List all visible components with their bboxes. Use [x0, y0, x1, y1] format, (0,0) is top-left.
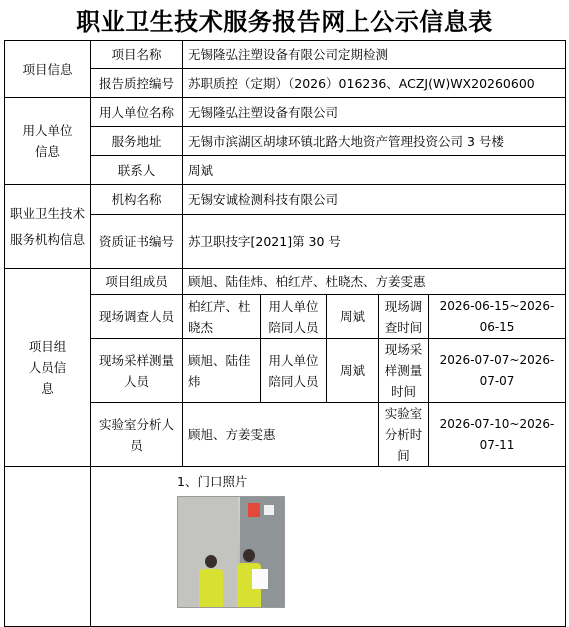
team: 顾旭、陆佳炜、柏红芹、杜晓杰、方姜雯惠 — [183, 269, 566, 295]
door-photo — [177, 496, 285, 608]
label-service-address: 服务地址 — [91, 127, 183, 156]
label-survey-accompany: 用人单位陪同人员 — [261, 295, 327, 339]
section-project-info: 项目信息 — [5, 41, 91, 98]
label-employer-name: 用人单位名称 — [91, 98, 183, 127]
label-sampling-time: 现场采样测量时间 — [379, 339, 429, 403]
employer-name: 无锡隆弘注塑设备有限公司 — [183, 98, 566, 127]
label-contact: 联系人 — [91, 156, 183, 185]
label-cert-no: 资质证书编号 — [91, 215, 183, 269]
lab-time: 2026-07-10~2026-07-11 — [429, 403, 566, 467]
section-staff: 项目组人员信息 — [5, 269, 91, 467]
photo-caption: 1、门口照片 — [177, 474, 248, 489]
contact: 周斌 — [183, 156, 566, 185]
survey-staff: 柏红芹、杜晓杰 — [183, 295, 261, 339]
label-report-no: 报告质控编号 — [91, 69, 183, 98]
page-title: 职业卫生技术服务报告网上公示信息表 — [76, 7, 493, 36]
label-survey-staff: 现场调查人员 — [91, 295, 183, 339]
report-no: 苏职质控（定期）（2026）016236、ACZJ(W)WX20260600 — [183, 69, 566, 98]
service-address: 无锡市滨湖区胡埭环镇北路大地资产管理投资公司 3 号楼 — [183, 127, 566, 156]
sampling-time: 2026-07-07~2026-07-07 — [429, 339, 566, 403]
cert-no: 苏卫职技字[2021]第 30 号 — [183, 215, 566, 269]
label-agency-name: 机构名称 — [91, 185, 183, 215]
photo-section-blank — [5, 467, 91, 627]
agency-name: 无锡安诚检测科技有限公司 — [183, 185, 566, 215]
project-name: 无锡隆弘注塑设备有限公司定期检测 — [183, 41, 566, 69]
survey-accompany: 周斌 — [327, 295, 379, 339]
sampling-staff: 顾旭、陆佳炜 — [183, 339, 261, 403]
section-employer: 用人单位信息 — [5, 98, 91, 185]
lab-staff: 顾旭、方姜雯惠 — [183, 403, 379, 467]
label-sampling-accompany: 用人单位陪同人员 — [261, 339, 327, 403]
label-team: 项目组成员 — [91, 269, 183, 295]
sampling-accompany: 周斌 — [327, 339, 379, 403]
label-survey-time: 现场调查时间 — [379, 295, 429, 339]
info-table — [4, 40, 566, 627]
survey-time: 2026-06-15~2026-06-15 — [429, 295, 566, 339]
label-lab-time: 实验室分析时间 — [379, 403, 429, 467]
label-lab-staff: 实验室分析人员 — [91, 403, 183, 467]
label-sampling-staff: 现场采样测量人员 — [91, 339, 183, 403]
photo-cell — [91, 467, 566, 627]
section-agency: 职业卫生技术服务机构信息 — [5, 185, 91, 269]
label-project-name: 项目名称 — [91, 41, 183, 69]
